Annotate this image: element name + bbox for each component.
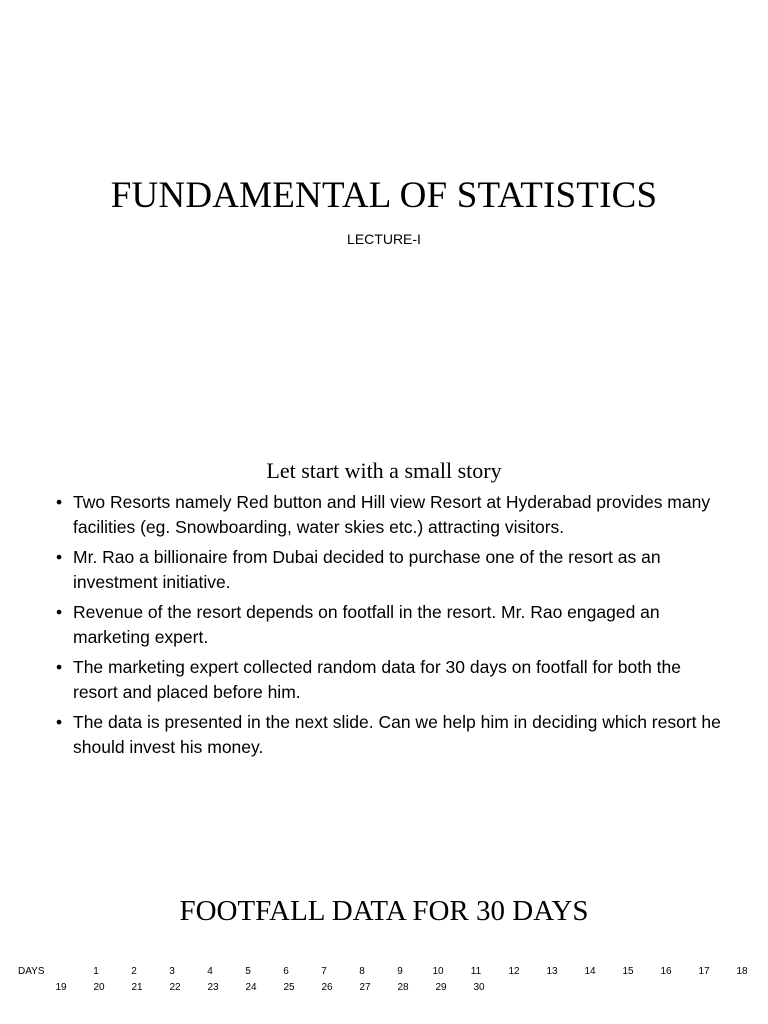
bullet-item [56, 655, 728, 704]
day-number: 1 [93, 966, 99, 977]
bullet-dot-icon: • [56, 712, 63, 732]
day-number: 29 [435, 982, 447, 993]
day-number: 23 [207, 982, 219, 993]
bullet-dot-icon: • [56, 547, 63, 567]
slide-footfall-data [0, 864, 768, 1024]
day-number: 11 [470, 966, 482, 977]
bullet-dot-icon: • [56, 492, 63, 512]
day-number: 10 [432, 966, 444, 977]
day-number: 20 [93, 982, 105, 993]
day-number: 19 [55, 982, 67, 993]
slide-1-subtitle: LECTURE-I [347, 231, 421, 247]
bullet-text: Mr. Rao a billionaire from Dubai decided to purchase one of the resort as an investment initiative. [73, 547, 661, 592]
slide-3-title: FOOTFALL DATA FOR 30 DAYS [179, 895, 589, 927]
day-number: 9 [397, 966, 403, 977]
day-number: 27 [359, 982, 371, 993]
story-bullet-list [56, 490, 728, 765]
day-number: 8 [359, 966, 365, 977]
bullet-dot-icon: • [56, 657, 63, 677]
bullet-text: Two Resorts namely Red button and Hill view Resort at Hyderabad provides many facilities (eg. Snowboarding, water skies etc.) attracting visitors. [73, 492, 711, 537]
day-number: 12 [508, 966, 520, 977]
day-number: 3 [169, 966, 175, 977]
day-number: 16 [660, 966, 672, 977]
day-number: 22 [169, 982, 181, 993]
bullet-text: Revenue of the resort depends on footfall in the resort. Mr. Rao engaged an marketing expert. [73, 602, 660, 647]
bullet-item [56, 710, 728, 759]
day-number: 18 [736, 966, 748, 977]
slide-title [0, 0, 768, 384]
day-number: 30 [473, 982, 485, 993]
slide-2-title: Let start with a small story [266, 458, 502, 483]
bullet-text: The marketing expert collected random data for 30 days on footfall for both the resort and placed before him. [73, 657, 681, 702]
day-number: 13 [546, 966, 558, 977]
day-number: 6 [283, 966, 289, 977]
day-number: 5 [245, 966, 251, 977]
day-number: 26 [321, 982, 333, 993]
day-number: 24 [245, 982, 257, 993]
day-number: 28 [397, 982, 409, 993]
bullet-item [56, 545, 728, 594]
day-number: 7 [321, 966, 327, 977]
days-label: DAYS [18, 966, 45, 977]
day-number: 14 [584, 966, 596, 977]
day-number: 25 [283, 982, 295, 993]
day-number: 2 [131, 966, 137, 977]
bullet-item [56, 490, 728, 539]
day-number: 4 [207, 966, 213, 977]
day-number: 17 [698, 966, 710, 977]
day-number: 21 [131, 982, 143, 993]
bullet-text: The data is presented in the next slide. Can we help him in deciding which resort he should invest his money. [73, 712, 721, 757]
bullet-item [56, 600, 728, 649]
day-number: 15 [622, 966, 634, 977]
slide-1-title: FUNDAMENTAL OF STATISTICS [110, 175, 658, 216]
bullet-dot-icon: • [56, 602, 63, 622]
slide-story [0, 384, 768, 864]
